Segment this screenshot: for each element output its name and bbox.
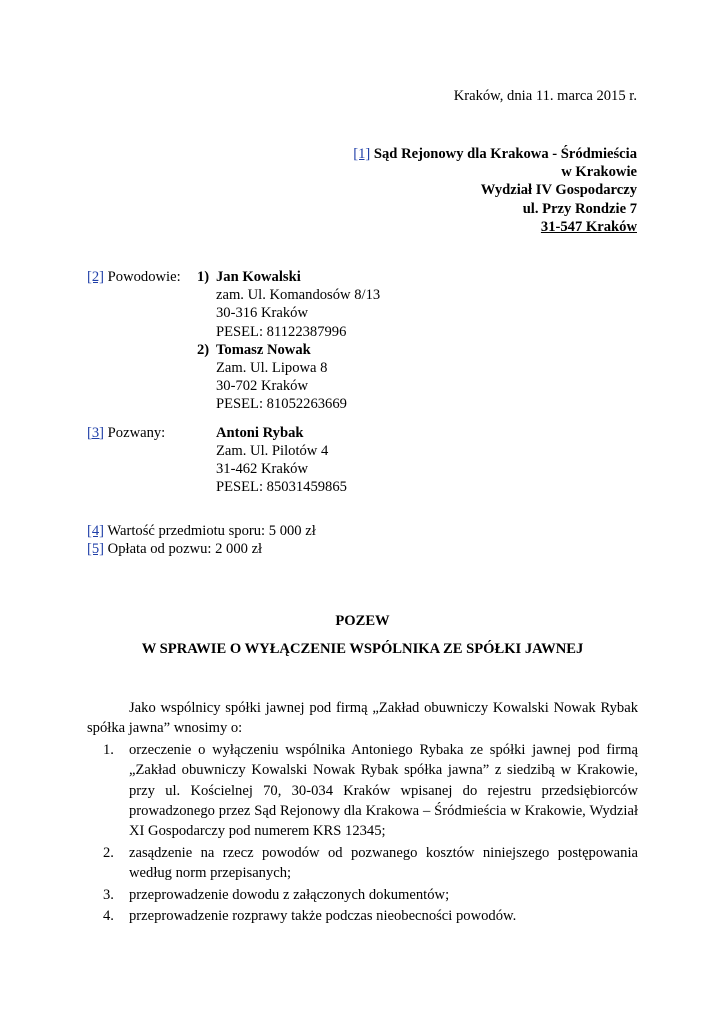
- list-item-text: zasądzenie na rzecz powodów od pozwanego kosztów niniejszego postępowania według norm przepisanych;: [129, 844, 638, 882]
- footnote-ref-1[interactable]: [1]: [353, 146, 371, 162]
- list-item-number: 1.: [103, 741, 114, 758]
- defendant-city: 31-462 Kraków: [216, 460, 309, 477]
- dispute-value: Wartość przedmiotu sporu: 5 000 zł: [104, 523, 316, 539]
- list-item: [87, 843, 638, 884]
- list-item-text: orzeczenie o wyłączeniu wspólnika Antoniego Rybaka ze spółki jawnej pod firmą „Zakład obuwniczy Kowalski Nowak Rybak spółka jawna” z siedzibą w Krakowie, przy ul. Kościelnej 70, 30-034 Kraków wpisanej do rejestru przedsiębiorców prowadzonego przez Sąd Rejonowy dla Krakowa – Śródmieścia w Krakowie, Wydział XI Gospodarczy pod numerem KRS 12345;: [129, 741, 638, 840]
- plaintiff-2-name: Tomasz Nowak: [216, 341, 311, 358]
- court-department: Wydział IV Gospodarczy: [480, 182, 637, 199]
- intro-paragraph: Jako wspólnicy spółki jawnej pod firmą „Zakład obuwniczy Kowalski Nowak Rybak spółka jawna” wnosimy o:: [87, 700, 638, 737]
- date-line: Kraków, dnia 11. marca 2015 r.: [453, 88, 637, 104]
- plaintiffs-label: Powodowie:: [104, 269, 181, 285]
- defendant-address: Zam. Ul. Pilotów 4: [216, 442, 329, 459]
- plaintiff-2-pesel: PESEL: 81052263669: [216, 396, 347, 413]
- plaintiff-2-city: 30-702 Kraków: [216, 378, 309, 395]
- plaintiff-1-pesel: PESEL: 81122387996: [216, 323, 347, 340]
- plaintiff-1-number: 1): [197, 269, 210, 285]
- plaintiff-1-name: Jan Kowalski: [216, 269, 301, 285]
- court-postal: 31-547 Kraków: [540, 218, 637, 235]
- court-city: w Krakowie: [561, 164, 637, 181]
- plaintiff-2-number: 2): [197, 341, 210, 358]
- list-item: [87, 906, 638, 926]
- document-subtitle: W SPRAWIE O WYŁĄCZENIE WSPÓLNIKA ZE SPÓŁKI JAWNEJ: [141, 641, 584, 657]
- defendant-pesel: PESEL: 85031459865: [216, 479, 347, 496]
- defendant-name: Antoni Rybak: [216, 424, 304, 441]
- plaintiff-1-address: zam. Ul. Komandosów 8/13: [216, 287, 381, 304]
- plaintiff-2-address: Zam. Ul. Lipowa 8: [216, 359, 328, 376]
- list-item: [87, 885, 638, 905]
- list-item-number: 4.: [103, 908, 114, 925]
- parties-block: [87, 268, 647, 496]
- fees-block: [87, 522, 316, 558]
- list-item-text: przeprowadzenie dowodu z załączonych dokumentów;: [129, 886, 450, 903]
- requests-list: [87, 740, 638, 927]
- footnote-ref-4[interactable]: [4]: [87, 523, 105, 539]
- document-title: POZEW: [335, 613, 390, 629]
- court-street: ul. Przy Rondzie 7: [522, 200, 637, 217]
- list-item: [87, 740, 638, 842]
- list-item-number: 2.: [103, 844, 114, 861]
- court-name: Sąd Rejonowy dla Krakowa - Śródmieścia: [370, 146, 637, 162]
- court-fee: Opłata od pozwu: 2 000 zł: [104, 541, 263, 558]
- footnote-ref-5[interactable]: [5]: [87, 541, 105, 558]
- court-address-block: [353, 145, 637, 236]
- list-item-number: 3.: [103, 886, 114, 903]
- document-body: [87, 698, 638, 926]
- footnote-ref-2[interactable]: [2]: [87, 269, 105, 285]
- list-item-text: przeprowadzenie rozprawy także podczas nieobecności powodów.: [129, 908, 517, 925]
- defendant-label: Pozwany:: [104, 424, 166, 441]
- plaintiff-1-city: 30-316 Kraków: [216, 305, 309, 322]
- footnote-ref-3[interactable]: [3]: [87, 424, 105, 441]
